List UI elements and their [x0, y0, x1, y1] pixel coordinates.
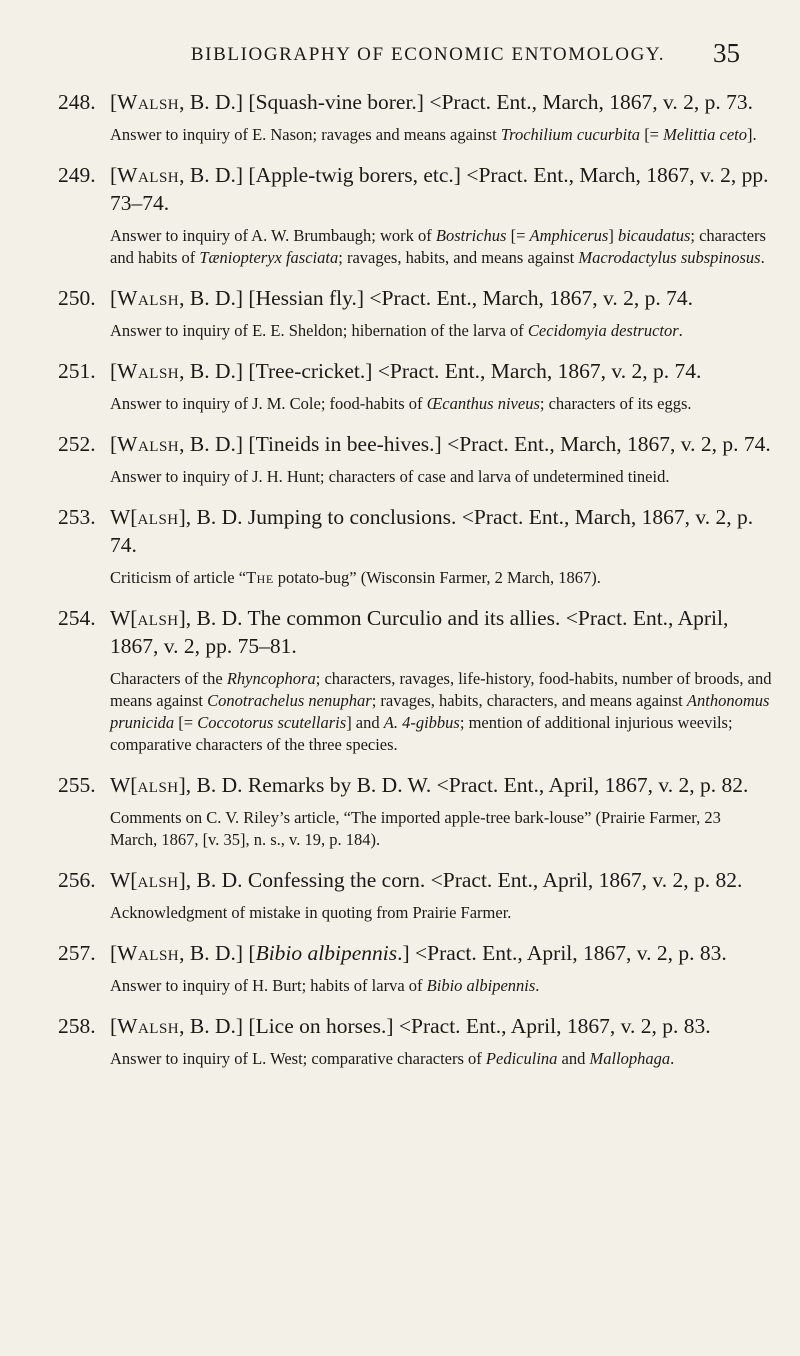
text-run: Answer to inquiry of A. W. Brumbaugh; work of — [110, 226, 436, 245]
citation-text — [110, 163, 768, 215]
italic-text: Conotrachelus nenuphar — [207, 691, 372, 710]
text-run: [= — [640, 125, 664, 144]
text-run: ; mention of additional injurious weevils; comparative characters of the three species. — [110, 713, 733, 754]
text-run: Answer to inquiry of J. H. Hunt; characters of case and larva of undetermined tineid. — [110, 467, 670, 486]
italic-text: Cecidomyia destructor — [527, 321, 679, 340]
small-caps-text: Walsh — [117, 1014, 180, 1038]
text-run: [ — [110, 90, 118, 114]
entry-annotation — [58, 975, 772, 997]
text-run: ]. — [746, 125, 757, 144]
citation-text — [110, 286, 693, 310]
text-run: W[ — [110, 773, 138, 797]
text-run: , B. D.] [Apple-twig borers, etc.] <Pract. Ent., March, 1867, v. 2, pp. 73–74. — [110, 163, 769, 215]
text-run: ] — [608, 226, 618, 245]
citation-text — [110, 505, 753, 557]
entry-citation — [58, 161, 772, 217]
entry-number: 249. — [58, 163, 96, 187]
text-run: [ — [110, 359, 118, 383]
small-caps-text: alsh — [137, 868, 179, 892]
italic-text: Coccotorus scutellaris — [197, 713, 347, 732]
bibliography-entry — [58, 88, 772, 146]
entry-annotation — [58, 567, 772, 589]
italic-text: Œcanthus niveus — [426, 394, 540, 413]
entry-number: 251. — [58, 359, 96, 383]
text-run: W[ — [110, 606, 138, 630]
text-run: [ — [110, 1014, 118, 1038]
entry-citation — [58, 604, 772, 660]
italic-text: Amphicerus — [529, 226, 609, 245]
bibliography-entry — [58, 161, 772, 269]
bibliography-entries — [58, 88, 772, 1085]
text-run: Characters of the — [110, 669, 227, 688]
entry-number: 253. — [58, 505, 96, 529]
entry-annotation — [58, 393, 772, 415]
citation-text — [110, 1014, 711, 1038]
text-run: Answer to inquiry of L. West; comparative characters of — [110, 1049, 486, 1068]
italic-text: Bibio albipennis — [255, 941, 398, 965]
text-run: Acknowledgment of mistake in quoting from Prairie Farmer. — [110, 903, 512, 922]
small-caps-text: Walsh — [117, 90, 180, 114]
small-caps-text: Walsh — [117, 941, 180, 965]
bibliography-entry — [58, 357, 772, 415]
text-run: and — [557, 1049, 590, 1068]
text-run: [ — [110, 286, 118, 310]
italic-text: Pediculina — [485, 1049, 558, 1068]
italic-text: Macrodactylus subspinosus — [578, 248, 761, 267]
small-caps-text: alsh — [137, 606, 179, 630]
small-caps-text: Walsh — [117, 432, 180, 456]
text-run: [ — [110, 432, 118, 456]
citation-text — [110, 432, 771, 456]
entry-annotation — [58, 1048, 772, 1070]
entry-annotation — [58, 668, 772, 756]
text-run: ; characters, ravages, life-history, food-habits, number of broods, and means against — [110, 669, 772, 710]
small-caps-text: The — [246, 568, 274, 587]
citation-text — [110, 359, 701, 383]
text-run: [= — [174, 713, 198, 732]
text-run: ; ravages, habits, and means against — [338, 248, 579, 267]
citation-text — [110, 773, 748, 797]
entry-citation — [58, 357, 772, 385]
entry-annotation — [58, 124, 772, 146]
text-run: , B. D.] [Tree-cricket.] <Pract. Ent., March, 1867, v. 2, p. 74. — [179, 359, 702, 383]
text-run: ; ravages, habits, characters, and means against — [371, 691, 687, 710]
italic-text: Bibio albipennis — [426, 976, 536, 995]
citation-text — [110, 606, 728, 658]
citation-text — [110, 941, 727, 965]
small-caps-text: Walsh — [117, 286, 180, 310]
text-run: [= — [506, 226, 530, 245]
text-run: Comments on C. V. Riley’s article, “The imported apple-tree bark-louse” (Prairie Farmer, 23 March, 1867, [v. 35], n. s., v. 19, p. 184). — [110, 808, 721, 849]
text-run: ], B. D. Confessing the corn. <Pract. Ent., April, 1867, v. 2, p. 82. — [178, 868, 743, 892]
bibliography-entry — [58, 284, 772, 342]
text-run: [ — [110, 941, 118, 965]
text-run: , B. D.] [Hessian fly.] <Pract. Ent., March, 1867, v. 2, p. 74. — [179, 286, 694, 310]
entry-number: 252. — [58, 432, 96, 456]
bibliography-entry — [58, 771, 772, 851]
entry-number: 255. — [58, 773, 96, 797]
text-run: Answer to inquiry of E. E. Sheldon; hibernation of the larva of — [110, 321, 528, 340]
italic-text: Tæniopteryx fasciata — [199, 248, 339, 267]
text-run: . — [760, 248, 765, 267]
entry-citation — [58, 939, 772, 967]
small-caps-text: alsh — [137, 773, 179, 797]
small-caps-text: alsh — [137, 505, 179, 529]
citation-text — [110, 868, 742, 892]
small-caps-text: Walsh — [117, 359, 180, 383]
entry-annotation — [58, 225, 772, 269]
italic-text: Melittia ceto — [663, 125, 747, 144]
text-run: [ — [110, 163, 118, 187]
entry-number: 256. — [58, 868, 96, 892]
entry-number: 254. — [58, 606, 96, 630]
text-run: ], B. D. The common Curculio and its allies. <Pract. Ent., April, 1867, v. 2, pp. 75–81. — [110, 606, 729, 658]
bibliography-entry — [58, 1012, 772, 1070]
entry-number: 248. — [58, 90, 96, 114]
italic-text: A. 4-gibbus — [383, 713, 460, 732]
bibliography-entry — [58, 866, 772, 924]
text-run: .] <Pract. Ent., April, 1867, v. 2, p. 83. — [397, 941, 727, 965]
entry-number: 250. — [58, 286, 96, 310]
entry-citation — [58, 771, 772, 799]
text-run: . — [670, 1049, 675, 1068]
text-run: ; characters and habits of — [110, 226, 766, 267]
text-run: potato-bug” (Wisconsin Farmer, 2 March, 1867). — [273, 568, 601, 587]
text-run: , B. D.] [Lice on horses.] <Pract. Ent., April, 1867, v. 2, p. 83. — [179, 1014, 711, 1038]
text-run: Answer to inquiry of J. M. Cole; food-habits of — [110, 394, 427, 413]
entry-citation — [58, 866, 772, 894]
text-run: W[ — [110, 505, 138, 529]
text-run: . — [678, 321, 683, 340]
entry-citation — [58, 284, 772, 312]
italic-text: bicaudatus — [617, 226, 691, 245]
text-run: ; characters of its eggs. — [539, 394, 692, 413]
text-run: ], B. D. Jumping to conclusions. <Pract. Ent., March, 1867, v. 2, p. 74. — [110, 505, 754, 557]
entry-citation — [58, 430, 772, 458]
running-head — [116, 38, 740, 74]
entry-annotation — [58, 466, 772, 488]
page-number: 35 — [713, 38, 740, 68]
bibliography-entry — [58, 604, 772, 756]
text-run: . — [535, 976, 540, 995]
italic-text: Mallophaga — [589, 1049, 671, 1068]
entry-number: 258. — [58, 1014, 96, 1038]
italic-text: Bostrichus — [435, 226, 507, 245]
text-run: ], B. D. Remarks by B. D. W. <Pract. Ent., April, 1867, v. 2, p. 82. — [178, 773, 749, 797]
small-caps-text: Walsh — [117, 163, 180, 187]
running-title: BIBLIOGRAPHY OF ECONOMIC ENTOMOLOGY. — [190, 44, 666, 65]
italic-text: Trochilium cucurbita — [500, 125, 641, 144]
entry-annotation — [58, 902, 772, 924]
text-run: , B. D.] [Squash-vine borer.] <Pract. Ent., March, 1867, v. 2, p. 73. — [179, 90, 753, 114]
text-run: Answer to inquiry of H. Burt; habits of larva of — [110, 976, 427, 995]
text-run: W[ — [110, 868, 138, 892]
bibliography-entry — [58, 939, 772, 997]
entry-citation — [58, 88, 772, 116]
italic-text: Rhyncophora — [226, 669, 316, 688]
citation-text — [110, 90, 753, 114]
entry-number: 257. — [58, 941, 96, 965]
bibliography-entry — [58, 430, 772, 488]
text-run: ] and — [346, 713, 384, 732]
text-run: , B. D.] [ — [179, 941, 256, 965]
entry-annotation — [58, 320, 772, 342]
text-run: Criticism of article “ — [110, 568, 247, 587]
bibliography-entry — [58, 503, 772, 589]
italic-text: Anthonomus prunicida — [110, 691, 770, 732]
entry-citation — [58, 503, 772, 559]
text-run: , B. D.] [Tineids in bee-hives.] <Pract. Ent., March, 1867, v. 2, p. 74. — [179, 432, 771, 456]
entry-citation — [58, 1012, 772, 1040]
entry-annotation — [58, 807, 772, 851]
text-run: Answer to inquiry of E. Nason; ravages and means against — [110, 125, 501, 144]
